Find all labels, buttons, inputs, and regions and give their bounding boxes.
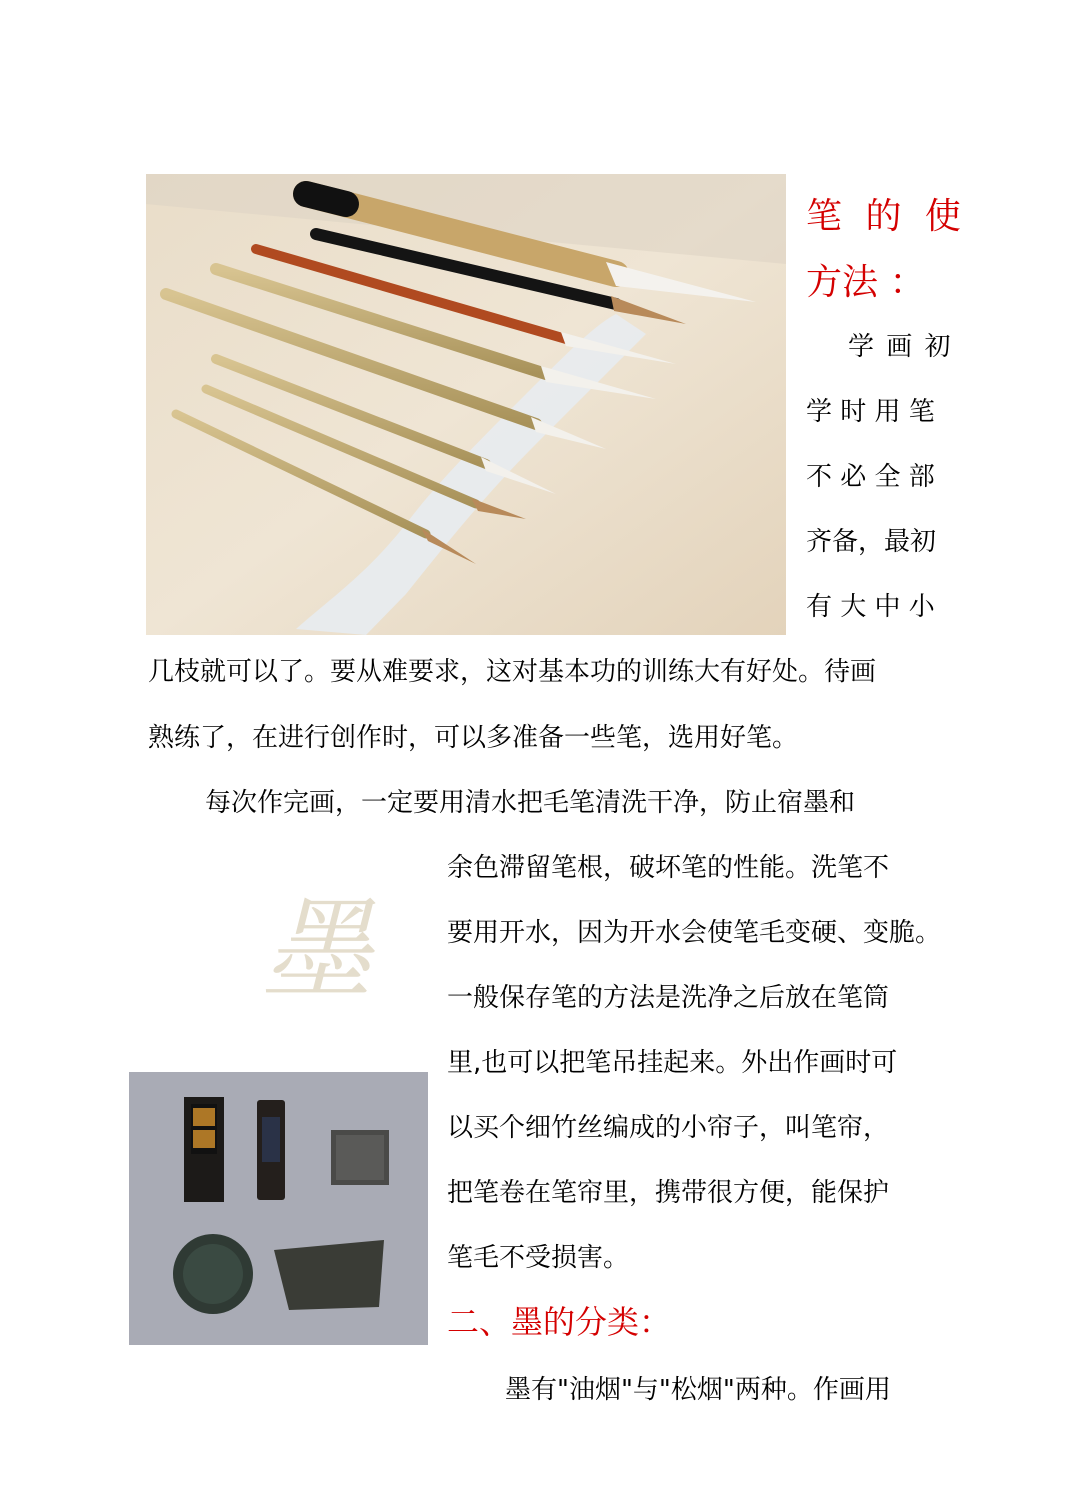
heading-ink-categories: 二、墨的分类： bbox=[447, 1303, 672, 1341]
ink-sticks-photo bbox=[129, 1072, 428, 1345]
paragraph-line: 每次作完画，一定要用清水把毛笔清洗干净，防止宿墨和 bbox=[205, 788, 856, 818]
paragraph-line: 以买个细竹丝编成的小帘子，叫笔帘， bbox=[447, 1113, 890, 1143]
paragraph-line: 熟练了，在进行创作时，可以多准备一些笔，选用好笔。 bbox=[148, 723, 799, 753]
heading-brush-usage-line2: 方法 ： bbox=[806, 262, 926, 303]
paragraph-line: 几枝就可以了。要从难要求，这对基本功的训练大有好处。待画 bbox=[148, 657, 877, 687]
paragraph-line: 里,也可以把笔吊挂起来。外出作画时可 bbox=[447, 1048, 898, 1078]
side-text-line: 齐备，最初 bbox=[806, 527, 937, 557]
side-text-line: 学 时 用 笔 bbox=[806, 397, 935, 427]
brushes-photo bbox=[146, 174, 786, 635]
paragraph-line: 笔毛不受损害。 bbox=[447, 1243, 630, 1273]
ink-character-decoration: 墨 bbox=[262, 886, 372, 1014]
side-text-line: 不 必 全 部 bbox=[806, 462, 935, 492]
paragraph-line: 余色滞留笔根，破坏笔的性能。洗笔不 bbox=[447, 853, 890, 883]
ink-sticks-illustration bbox=[129, 1072, 428, 1345]
paragraph-line: 要用开水，因为开水会使笔毛变硬、变脆。 bbox=[447, 918, 942, 948]
paragraph-line: 把笔卷在笔帘里，携带很方便，能保护 bbox=[447, 1178, 890, 1208]
side-text-line: 学 画 初 bbox=[848, 332, 953, 362]
paragraph-line: 墨有"油烟"与"松烟"两种。作画用 bbox=[505, 1375, 891, 1405]
side-text-line: 有 大 中 小 bbox=[806, 592, 935, 622]
brushes-illustration bbox=[146, 174, 786, 635]
paragraph-line: 一般保存笔的方法是洗净之后放在笔筒 bbox=[447, 983, 890, 1013]
heading-brush-usage-line1: 笔 的 使 bbox=[806, 196, 967, 237]
